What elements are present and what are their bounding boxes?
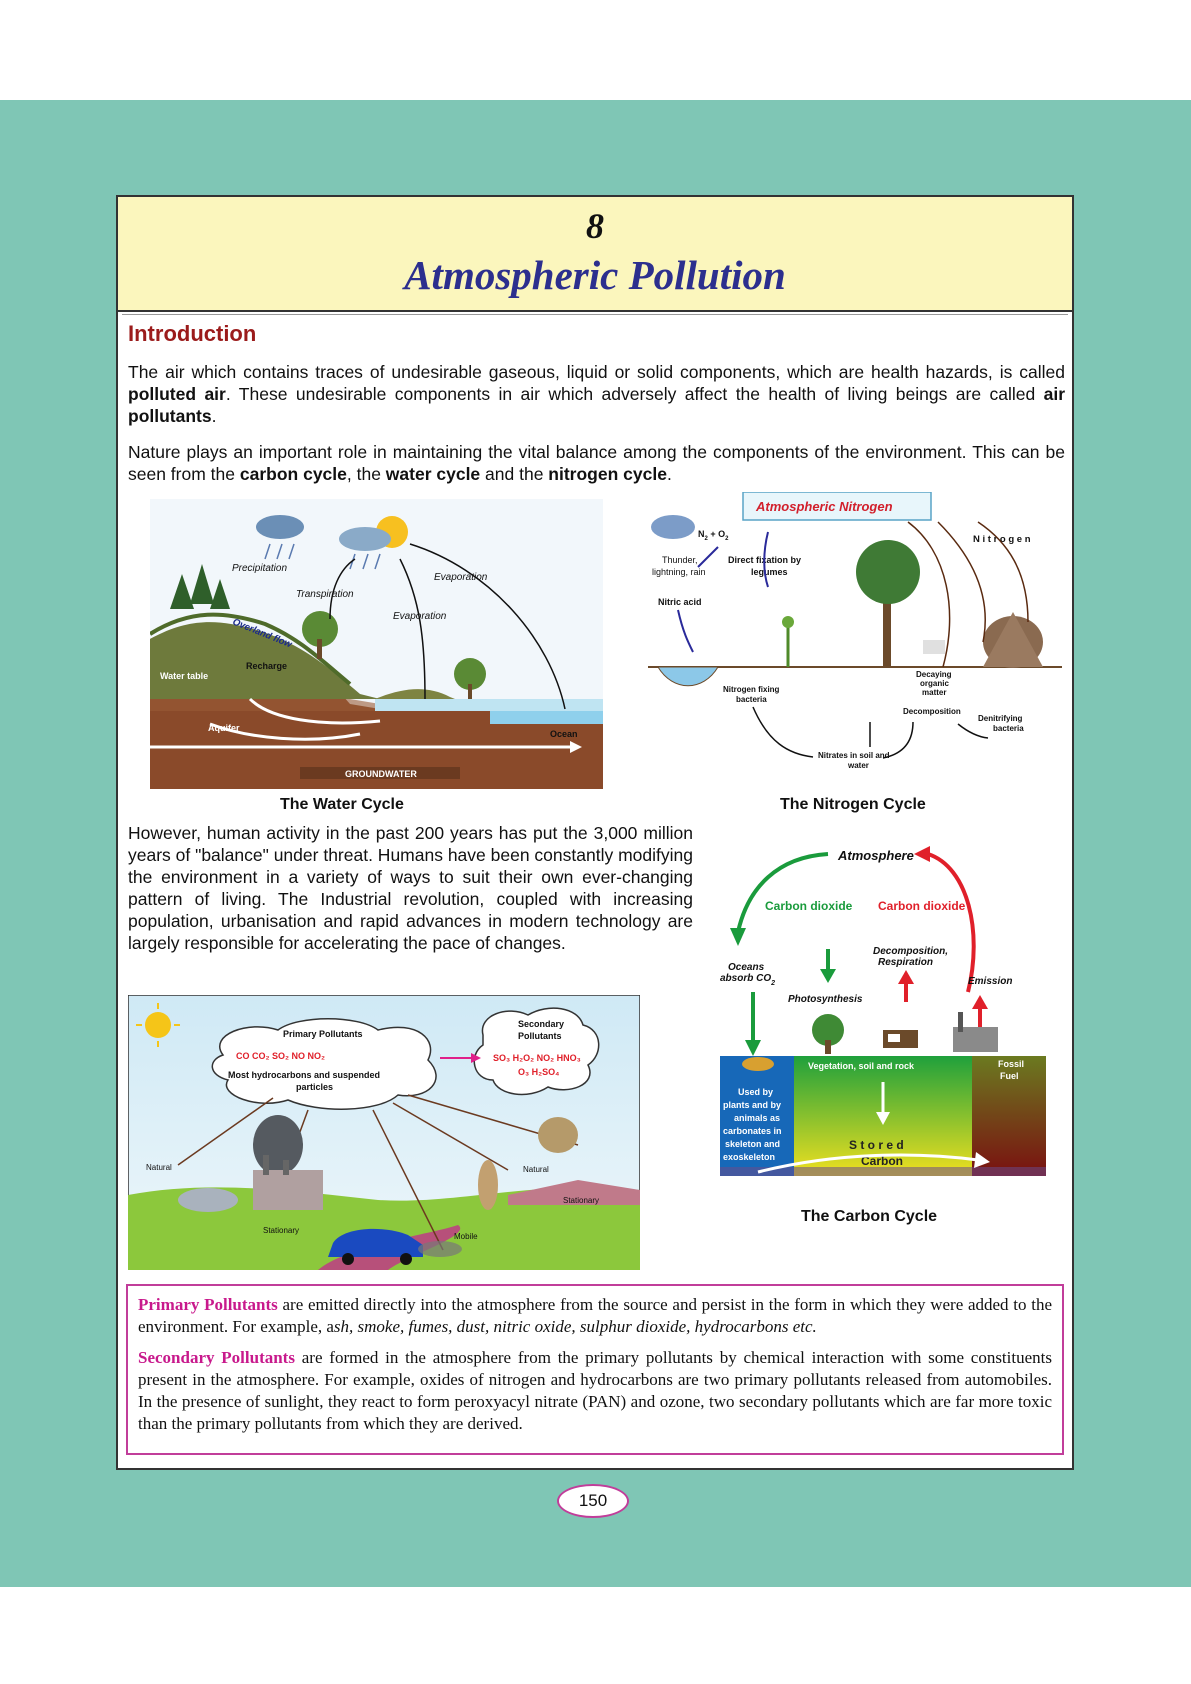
p2-text-b: , the	[346, 464, 386, 484]
pp-mobile: Mobile	[454, 1232, 478, 1241]
nc-nitrates: Nitrates in soil and	[818, 751, 890, 760]
secondary-pollutants-definition	[138, 1347, 1052, 1435]
intro-paragraph-1	[128, 361, 1065, 427]
water-cycle-caption: The Water Cycle	[280, 796, 404, 813]
wc-recharge: Recharge	[246, 661, 288, 671]
cc-absorb-text: absorb CO	[720, 973, 772, 984]
nc-lightning: lightning, rain	[652, 567, 706, 577]
pp-natural-right: Natural	[523, 1165, 549, 1174]
primary-pollutants-definition	[138, 1294, 1052, 1338]
nc-legumes: legumes	[751, 567, 788, 577]
pp-natural-left: Natural	[146, 1163, 172, 1172]
pp-stationary-right: Stationary	[563, 1196, 600, 1205]
p1-text-a: The air which contains traces of undesirable gaseous, liquid or solid components, which are health hazards, is called	[128, 362, 1065, 382]
nc-o2: O	[718, 529, 726, 539]
term-polluted-air: polluted air	[128, 384, 226, 404]
wc-ocean: Ocean	[550, 729, 578, 739]
cc-stored: S t o r e d	[849, 1138, 904, 1152]
pollutants-diagram	[128, 995, 640, 1270]
wc-water-table: Water table	[160, 671, 209, 681]
nc-direct-fixation: Direct fixation by	[728, 555, 802, 565]
term-nitrogen-cycle: nitrogen cycle	[548, 464, 667, 484]
cc-used-3: animals as	[734, 1113, 781, 1123]
wc-groundwater: GROUNDWATER	[345, 769, 417, 779]
chapter-number: 8	[586, 206, 604, 246]
nc-matter: matter	[922, 688, 947, 697]
cc-emission: Emission	[968, 976, 1013, 987]
cc-fossil-1: Fossil	[998, 1059, 1025, 1069]
term-carbon-cycle: carbon cycle	[239, 464, 347, 484]
nc-o2-sub: 2	[725, 536, 729, 542]
chapter-title: Atmospheric Pollution	[404, 252, 786, 298]
carbon-cycle-diagram	[718, 842, 1058, 1182]
wc-overland-flow: Overland flow	[230, 616, 294, 651]
p2-text-d: .	[666, 464, 672, 484]
pp-secondary-title-2: Pollutants	[518, 1031, 562, 1041]
nitrogen-cycle-caption: The Nitrogen Cycle	[780, 796, 926, 813]
nitrogen-cycle-diagram	[648, 492, 1062, 792]
cc-fossil-2: Fuel	[1000, 1071, 1019, 1081]
nc-nitrogen-fixing: Nitrogen fixing	[723, 685, 780, 694]
cc-used-5: skeleton and	[725, 1139, 781, 1149]
nc-denitrifying: Denitrifying	[978, 714, 1023, 723]
secondary-pollutants-text: are formed in the atmosphere from the primary pollutants by chemical interaction with some constituents present in the atmosphere. For example, oxides of nitrogen and hydrocarbons are two primary pollutants released from automobiles. In the presence of sunlight, they react to form peroxyacyl nitrate (PAN) and ozone, two secondary pollutants which are far more toxic than the primary pollutants from which they are derived.	[138, 1348, 1052, 1433]
cc-decomposition: Decomposition,	[873, 946, 949, 957]
pp-primary-hc-1: Most hydrocarbons and suspended	[228, 1070, 381, 1080]
chapter-header	[118, 197, 1072, 312]
p2-text-a: Nature plays an important role in maintaining the vital balance among the components of the environment. This can be seen from the	[128, 442, 1065, 484]
header-divider	[122, 314, 1068, 315]
water-cycle-diagram	[150, 499, 603, 789]
cc-used-2: plants and by	[723, 1100, 782, 1110]
cc-photosynthesis: Photosynthesis	[788, 994, 863, 1005]
intro-paragraph-3: However, human activity in the past 200 years has put the 3,000 million years of "balance" under threat. Humans have been constantly modifying the environment in a variety of ways to suit their own ever-changing pattern of living. The Industrial revolution, coupled with increasing population, urbanisation and rapid advances in modern technology are largely responsible for accelerating the pace of changes.	[128, 823, 693, 953]
p1-text-b: . These undesirable components in air which adversely affect the health of living beings are called	[225, 384, 1044, 404]
p1-text-c: .	[211, 406, 217, 426]
cc-oceans: Oceans	[728, 962, 765, 973]
nc-nitrogen-word: N i t r o g e n	[973, 534, 1031, 545]
pp-secondary-gases-2: O₃ H₂SO₄	[518, 1067, 560, 1077]
term-air-pollutants: air pollutants	[128, 384, 1065, 426]
cc-vegetation: Vegetation, soil and rock	[808, 1061, 915, 1071]
intro-paragraph-2	[128, 441, 1065, 485]
pp-primary-hc-2: particles	[296, 1082, 334, 1092]
nc-thunder: Thunder,	[662, 555, 698, 565]
term-water-cycle: water cycle	[385, 464, 481, 484]
nc-denitrifying-bacteria: bacteria	[993, 724, 1024, 733]
cc-absorb-sub: 2	[771, 979, 776, 987]
pp-primary-title: Primary Pollutants	[283, 1029, 363, 1039]
cc-used-4: carbonates in	[723, 1126, 782, 1136]
nc-bacteria: bacteria	[736, 695, 767, 704]
wc-evaporation-1: Evaporation	[434, 572, 488, 583]
cc-used-1: Used by	[738, 1087, 774, 1097]
pp-secondary-gases-1: SO₃ H₂O₂ NO₂ HNO₃	[493, 1053, 581, 1063]
pp-secondary-title-1: Secondary	[518, 1019, 565, 1029]
nc-n2: N	[698, 529, 705, 539]
page-number: 150	[557, 1484, 629, 1518]
cc-co2-left: Carbon dioxide	[765, 899, 853, 913]
introduction-heading: Introduction	[128, 321, 257, 346]
pp-stationary-left: Stationary	[263, 1226, 300, 1235]
primary-pollutants-examples: sh, smoke, fumes, dust, nitric oxide, sulphur dioxide, hydrocarbons etc.	[333, 1317, 817, 1336]
cc-co2-right: Carbon dioxide	[878, 899, 966, 913]
definitions-box	[126, 1284, 1064, 1455]
primary-pollutants-text: are emitted directly into the atmosphere from the source and persist in the form in which they were added to the environment. For example, a	[138, 1295, 1052, 1336]
nc-organic: organic	[920, 679, 949, 688]
nc-plus: +	[707, 529, 719, 539]
wc-transpiration: Transpiration	[296, 589, 354, 600]
cc-atmosphere: Atmosphere	[838, 848, 914, 863]
nc-n2-sub: 2	[704, 536, 708, 542]
secondary-pollutants-term: Secondary Pollutants	[138, 1348, 295, 1367]
cc-carbon: Carbon	[861, 1154, 903, 1168]
nc-decaying: Decaying	[916, 670, 952, 679]
nc-nitric-acid: Nitric acid	[658, 597, 702, 607]
wc-precipitation: Precipitation	[232, 563, 288, 574]
p2-text-c: and the	[480, 464, 549, 484]
nc-atmospheric-nitrogen: Atmospheric Nitrogen	[756, 499, 893, 514]
cc-respiration: Respiration	[878, 957, 934, 968]
pp-primary-gases: CO CO₂ SO₂ NO NO₂	[236, 1051, 326, 1061]
wc-aquifer: Aquifer	[208, 723, 240, 733]
nc-decomposition: Decomposition	[903, 707, 961, 716]
primary-pollutants-term: Primary Pollutants	[138, 1295, 278, 1314]
cc-used-6: exoskeleton	[723, 1152, 776, 1162]
page-frame	[116, 195, 1074, 1470]
wc-evaporation-2: Evaporation	[393, 611, 447, 622]
nc-water: water	[848, 761, 869, 770]
carbon-cycle-caption: The Carbon Cycle	[801, 1208, 938, 1225]
